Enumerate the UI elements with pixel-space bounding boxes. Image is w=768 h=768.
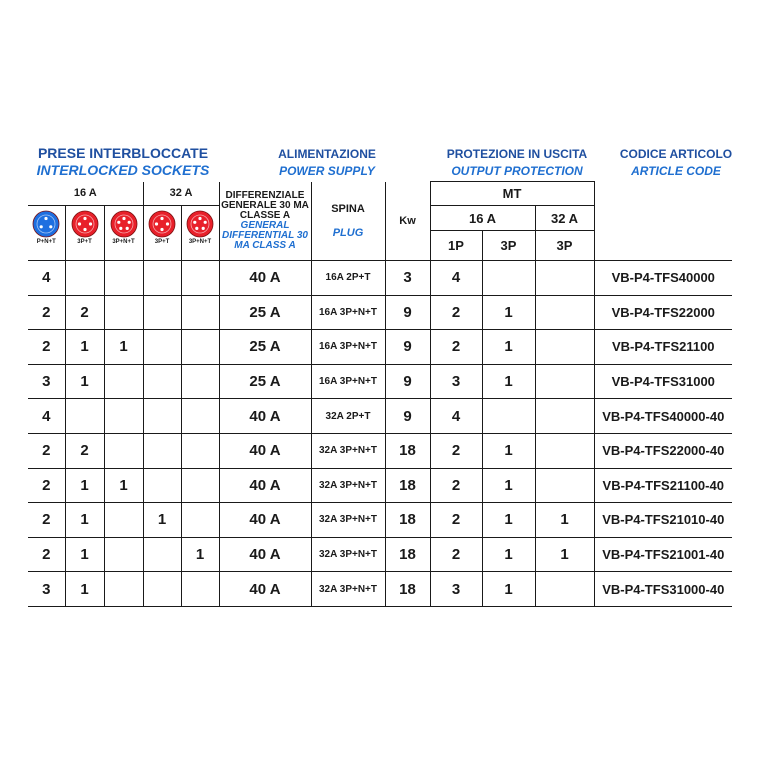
plug-cell: 32A 3P+N+T: [311, 468, 385, 503]
plug-cell: 16A 3P+N+T: [311, 364, 385, 399]
mt-32a-3p-cell: [535, 433, 594, 468]
supply-header-it: ALIMENTAZIONE: [278, 147, 376, 161]
sockets-header: [28, 145, 218, 179]
table-row: [28, 399, 732, 434]
supply-header: [262, 146, 392, 180]
kw-cell: 9: [385, 399, 430, 434]
socket-type-label: 3P+N+T: [188, 239, 212, 245]
differential-cell: 40 A: [219, 572, 311, 607]
mt-16a-3p-cell: 1: [482, 572, 535, 607]
socket-count-cell: [104, 399, 143, 434]
supply-header-en: POWER SUPPLY: [279, 164, 375, 178]
plug-cell: 16A 2P+T: [311, 261, 385, 296]
differential-cell: 40 A: [219, 261, 311, 296]
mt-32a-3p-cell: 1: [535, 503, 594, 538]
mt-16a-1p-header: 1P: [430, 231, 482, 261]
differential-header-en: GENERAL DIFFERENTIAL 30 MA CLASS A: [222, 219, 308, 251]
plug-header-en: PLUG: [332, 226, 364, 239]
mt-32a-3p-header: 3P: [535, 231, 594, 261]
socket-count-cell: [143, 295, 181, 330]
socket-count-cell: [181, 399, 219, 434]
socket-type-label: 3P+N+T: [112, 239, 135, 245]
code-header-en: ARTICLE CODE: [631, 164, 721, 178]
differential-cell: 25 A: [219, 364, 311, 399]
differential-cell: 25 A: [219, 330, 311, 365]
socket-count-cell: [65, 261, 104, 296]
mt-16a-1p-cell: 2: [430, 433, 482, 468]
differential-header-it: DIFFERENZIALE GENERALE 30 MA CLASSE A: [221, 189, 309, 221]
mt-header: MT: [430, 182, 594, 206]
differential-cell: 40 A: [219, 468, 311, 503]
red-socket-icon: [148, 210, 176, 238]
mt-32a-3p-cell: [535, 399, 594, 434]
plug-cell: 32A 3P+N+T: [311, 572, 385, 607]
kw-cell: 18: [385, 503, 430, 538]
red-socket-icon: [186, 210, 214, 238]
sockets-16a-header: 16 A: [28, 182, 143, 206]
protection-header-it: PROTEZIONE IN USCITA: [446, 147, 588, 161]
mt-32a-3p-cell: [535, 261, 594, 296]
sockets-header-en: INTERLOCKED SOCKETS: [36, 162, 210, 178]
socket-count-cell: 1: [65, 572, 104, 607]
socket-count-cell: 3: [28, 364, 65, 399]
socket-count-cell: 2: [28, 295, 65, 330]
mt-16a-header: 16 A: [430, 206, 535, 231]
socket-count-cell: 1: [65, 503, 104, 538]
plug-header: [311, 182, 385, 261]
table-row: [28, 364, 732, 399]
table-row: [28, 468, 732, 503]
socket-count-cell: 1: [65, 537, 104, 572]
socket-icon-cell: [65, 206, 104, 261]
protection-header-en: OUTPUT PROTECTION: [451, 164, 583, 178]
socket-count-cell: [181, 572, 219, 607]
socket-count-cell: [104, 295, 143, 330]
mt-16a-1p-cell: 2: [430, 295, 482, 330]
socket-count-cell: [181, 330, 219, 365]
socket-count-cell: 1: [65, 364, 104, 399]
mt-16a-1p-cell: 4: [430, 399, 482, 434]
socket-count-cell: [143, 330, 181, 365]
socket-count-cell: [181, 261, 219, 296]
article-code-cell: VB-P4-TFS22000: [594, 295, 732, 330]
socket-count-cell: [143, 537, 181, 572]
plug-cell: 16A 3P+N+T: [311, 295, 385, 330]
plug-cell: 16A 3P+N+T: [311, 330, 385, 365]
mt-16a-3p-cell: 1: [482, 295, 535, 330]
socket-count-cell: [104, 261, 143, 296]
mt-16a-3p-cell: 1: [482, 503, 535, 538]
socket-count-cell: 2: [65, 433, 104, 468]
article-code-cell: VB-P4-TFS40000-40: [594, 399, 732, 434]
kw-cell: 3: [385, 261, 430, 296]
kw-header: Kw: [385, 182, 430, 261]
mt-16a-1p-cell: 2: [430, 537, 482, 572]
mt-16a-3p-cell: 1: [482, 330, 535, 365]
mt-32a-3p-cell: [535, 330, 594, 365]
socket-icon-cell: [104, 206, 143, 261]
socket-count-cell: [143, 572, 181, 607]
mt-16a-3p-cell: 1: [482, 468, 535, 503]
kw-cell: 9: [385, 295, 430, 330]
article-code-cell: VB-P4-TFS21001-40: [594, 537, 732, 572]
code-header-cell: [594, 182, 732, 261]
code-header-it: CODICE ARTICOLO: [619, 147, 733, 161]
table-row: [28, 433, 732, 468]
socket-type-label: 3P+T: [154, 239, 170, 245]
differential-cell: 40 A: [219, 503, 311, 538]
mt-16a-3p-cell: 1: [482, 537, 535, 572]
mt-16a-1p-cell: 4: [430, 261, 482, 296]
socket-count-cell: 1: [65, 330, 104, 365]
socket-count-cell: 1: [65, 468, 104, 503]
socket-count-cell: [104, 433, 143, 468]
socket-count-cell: [104, 572, 143, 607]
mt-16a-3p-cell: [482, 399, 535, 434]
differential-cell: 40 A: [219, 433, 311, 468]
socket-count-cell: 1: [104, 330, 143, 365]
socket-count-cell: 2: [28, 433, 65, 468]
table-row: [28, 537, 732, 572]
socket-count-cell: 2: [28, 503, 65, 538]
socket-count-cell: [143, 468, 181, 503]
socket-count-cell: 3: [28, 572, 65, 607]
socket-count-cell: 1: [181, 537, 219, 572]
table-row: [28, 330, 732, 365]
mt-16a-1p-cell: 2: [430, 503, 482, 538]
article-code-cell: VB-P4-TFS22000-40: [594, 433, 732, 468]
plug-cell: 32A 2P+T: [311, 399, 385, 434]
socket-count-cell: 4: [28, 261, 65, 296]
article-code-cell: VB-P4-TFS21100-40: [594, 468, 732, 503]
socket-count-cell: [143, 399, 181, 434]
mt-16a-3p-cell: 1: [482, 433, 535, 468]
mt-16a-1p-cell: 2: [430, 330, 482, 365]
socket-count-cell: 2: [65, 295, 104, 330]
socket-count-cell: [181, 433, 219, 468]
socket-count-cell: [181, 468, 219, 503]
kw-cell: 9: [385, 364, 430, 399]
mt-16a-1p-cell: 3: [430, 364, 482, 399]
socket-count-cell: [65, 399, 104, 434]
blue-socket-icon: [32, 210, 60, 238]
table-row: [28, 503, 732, 538]
socket-count-cell: [104, 364, 143, 399]
table-row: [28, 572, 732, 607]
mt-32a-3p-cell: [535, 364, 594, 399]
red-socket-icon: [110, 210, 138, 238]
article-code-cell: VB-P4-TFS21010-40: [594, 503, 732, 538]
article-code-cell: VB-P4-TFS21100: [594, 330, 732, 365]
socket-count-cell: 1: [143, 503, 181, 538]
socket-icon-cell: [181, 206, 219, 261]
socket-type-label: 3P+T: [77, 239, 92, 245]
mt-16a-3p-header: 3P: [482, 231, 535, 261]
article-code-cell: VB-P4-TFS40000: [594, 261, 732, 296]
socket-icon-cell: [143, 206, 181, 261]
socket-icon-cell: [28, 206, 65, 261]
socket-count-cell: [143, 261, 181, 296]
kw-cell: 18: [385, 433, 430, 468]
article-code-cell: VB-P4-TFS31000-40: [594, 572, 732, 607]
mt-32a-3p-cell: [535, 295, 594, 330]
table-row: [28, 261, 732, 296]
kw-cell: 18: [385, 572, 430, 607]
socket-count-cell: [143, 433, 181, 468]
plug-cell: 32A 3P+N+T: [311, 537, 385, 572]
red-socket-icon: [71, 210, 99, 238]
socket-count-cell: [181, 503, 219, 538]
differential-header: [219, 182, 311, 261]
socket-count-cell: 1: [104, 468, 143, 503]
socket-count-cell: [104, 503, 143, 538]
socket-count-cell: [181, 364, 219, 399]
socket-count-cell: 2: [28, 468, 65, 503]
kw-cell: 18: [385, 468, 430, 503]
socket-count-cell: 2: [28, 330, 65, 365]
mt-16a-3p-cell: 1: [482, 364, 535, 399]
socket-count-cell: [181, 295, 219, 330]
mt-16a-1p-cell: 3: [430, 572, 482, 607]
kw-cell: 9: [385, 330, 430, 365]
sockets-header-it: PRESE INTERBLOCCATE: [37, 145, 209, 161]
mt-32a-3p-cell: [535, 468, 594, 503]
plug-cell: 32A 3P+N+T: [311, 433, 385, 468]
mt-16a-3p-cell: [482, 261, 535, 296]
article-code-cell: VB-P4-TFS31000: [594, 364, 732, 399]
sockets-32a-header: 32 A: [143, 182, 219, 206]
plug-cell: 32A 3P+N+T: [311, 503, 385, 538]
protection-header: [432, 146, 602, 180]
kw-cell: 18: [385, 537, 430, 572]
mt-32a-3p-cell: [535, 572, 594, 607]
code-header: [606, 146, 746, 180]
mt-32a-header: 32 A: [535, 206, 594, 231]
socket-count-cell: [104, 537, 143, 572]
mt-32a-3p-cell: 1: [535, 537, 594, 572]
differential-cell: 40 A: [219, 399, 311, 434]
socket-count-cell: [143, 364, 181, 399]
table-row: [28, 295, 732, 330]
differential-cell: 40 A: [219, 537, 311, 572]
plug-header-it: SPINA: [331, 202, 365, 215]
socket-type-label: P+N+T: [36, 239, 56, 245]
differential-cell: 25 A: [219, 295, 311, 330]
mt-16a-1p-cell: 2: [430, 468, 482, 503]
socket-count-cell: 4: [28, 399, 65, 434]
socket-count-cell: 2: [28, 537, 65, 572]
product-table: [28, 181, 732, 607]
